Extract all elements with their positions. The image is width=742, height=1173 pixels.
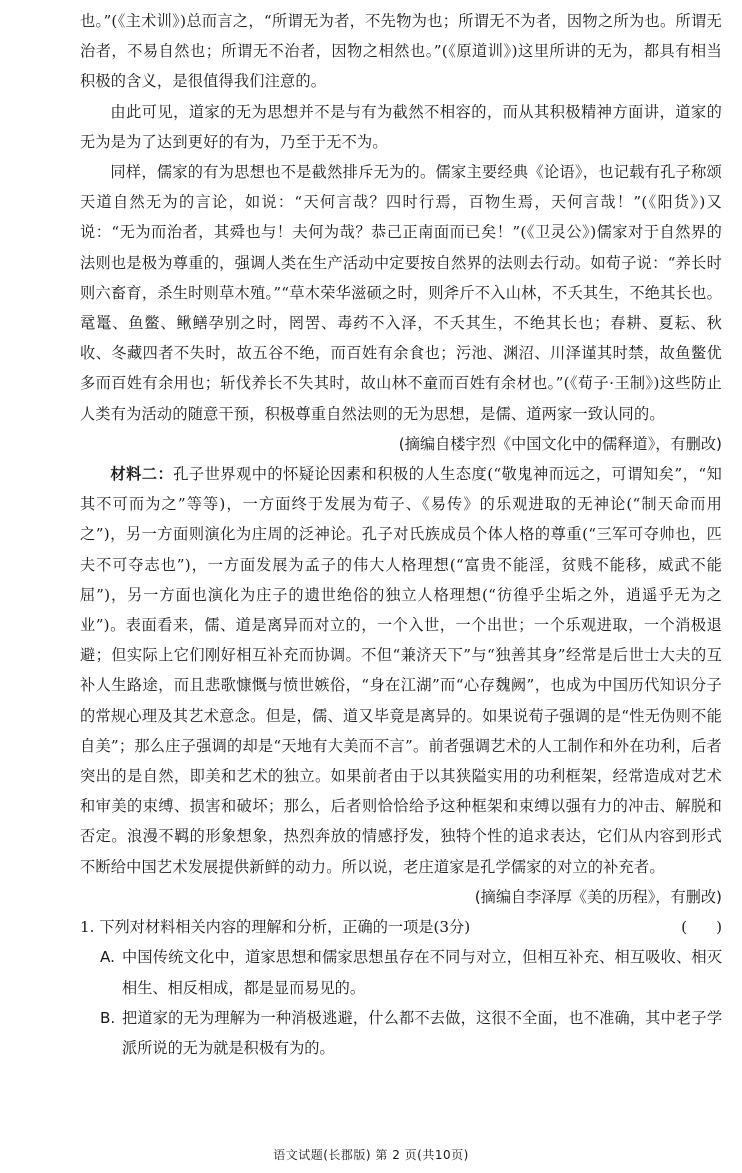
source-citation-1: (摘编自楼宇烈《中国文化中的儒释道》，有删改) [398, 434, 722, 453]
question-stem: 1. 下列对材料相关内容的理解和分析，正确的一项是(3分) [80, 918, 471, 937]
material-two-text: 孔子世界观中的怀疑论因素和积极的人生态度(“敬鬼神而远之，可谓知矣”，“知其不可而为之”等等)，一方面终于发展为荀子、《易传》的乐观进取的无神论(“制天命而用之”)，另一方面则演化为庄周的泛神论。孔子对氏族成员个体人格的尊重(“三军可夺帅也，匹夫不可夺志也”)，一方面发展为孟子的伟大人格理想(“富贵不能淫，贫贱不能移，威武不能屈”)，另一方面也演化为庄子的遗世绝俗的独立人格理想(“彷徨乎尘垢之外，逍遥乎无为之业”)。表面看来，儒、道是离异而对立的，一个入世，一个出世；一个乐观进取，一个消极退避；但实际上它们刚好相互补充而协调。不但“兼济天下”与“独善其身”经常是后世士大夫的互补人生路途，而且悲歌慷慨与愤世嫉俗，“身在江湖”而“心存魏阙”，也成为中国历代知识分子的常规心理及其艺术意念。但是，儒、道又毕竟是离异的。如果说荀子强调的是“性无伪则不能自美”；那么庄子强调的却是“天地有大美而不言”。前者强调艺术的人工制作和外在功利，后者突出的是自然，即美和艺术的独立。如果前者由于以其狭隘实用的功利框架，经常造成对艺术和审美的束缚、损害和破坏；那么，后者则恰恰给予这种框架和束缚以强有力的冲击、解脱和否定。浪漫不羁的形象想象，热烈奔放的情感抒发，独特个性的追求表达，它们从内容到形式不断给中国艺术发展提供新鲜的动力。所以说，老庄道家是孔学儒家的对立的补充者。 [80, 465, 722, 876]
option-a[interactable] [80, 942, 722, 1002]
material-two-paragraph [80, 459, 722, 882]
option-text: 中国传统文化中，道家思想和儒家思想虽存在不同与对立，但相互补充、相互吸收、相灭相生、相反相成，都是显而易见的。 [122, 948, 722, 997]
source-citation-2: (摘编自李泽厚《美的历程》，有删改) [474, 887, 722, 906]
page-footer: 语文试题(长郡版) 第 2 页(共10页) [273, 1148, 469, 1162]
question-1 [80, 912, 722, 942]
paragraph-continuation: 也。”(《主术训》)总而言之，“所谓无为者，不先物为也；所谓无不为者，因物之所为也。所谓无治者，不易自然也；所谓无不治者，因物之相然也。”(《原道训》)这里所讲的无为，都具有相当积极的含义，是很值得我们注意的。 [80, 12, 722, 91]
option-b[interactable] [80, 1003, 722, 1063]
paragraph-daoism-wuwei: 由此可见，道家的无为思想并不是与有为截然不相容的，而从其积极精神方面讲，道家的无为是为了达到更好的有为，乃至于无不为。 [80, 102, 722, 151]
answer-bracket[interactable]: ( ) [681, 918, 722, 937]
material-two-label: 材料二： [110, 465, 174, 484]
paragraph-confucian-youwei: 同样，儒家的有为思想也不是截然排斥无为的。儒家主要经典《论语》，也记载有孔子称颂天道自然无为的言论，如说：“天何言哉？四时行焉，百物生焉，天何言哉！”(《阳货》)又说：“无为而治者，其舜也与！夫何为哉？恭己正南面而已矣！”(《卫灵公》)儒家对于自然界的法则也是极为尊重的，强调人类在生产活动中定要按自然界的法则去行动。如荀子说：“养长时则六畜育，杀生时则草木殖。”“草木荣华滋硕之时，则斧斤不入山林，不夭其生，不绝其长也。鼋鼍、鱼鳖、鳅鳝孕别之时，罔罟、毒药不入泽，不夭其生，不绝其长也；春耕、夏耘、秋收、冬藏四者不失时，故五谷不绝，而百姓有余食也；污池、渊沼、川泽谨其时禁，故鱼鳖优多而百姓有余用也；斩伐养长不失其时，故山林不童而百姓有余材也。”(《荀子·王制》)这些防止人类有为活动的随意干预，积极尊重自然法则的无为思想，是儒、道两家一致认同的。 [80, 163, 722, 423]
option-letter: A. [100, 948, 115, 967]
option-letter: B. [100, 1008, 116, 1027]
option-text: 把道家的无为理解为一种消极逃避，什么都不去做，这很不全面，也不准确，其中老子学派所说的无为就是积极有为的。 [122, 1008, 722, 1057]
